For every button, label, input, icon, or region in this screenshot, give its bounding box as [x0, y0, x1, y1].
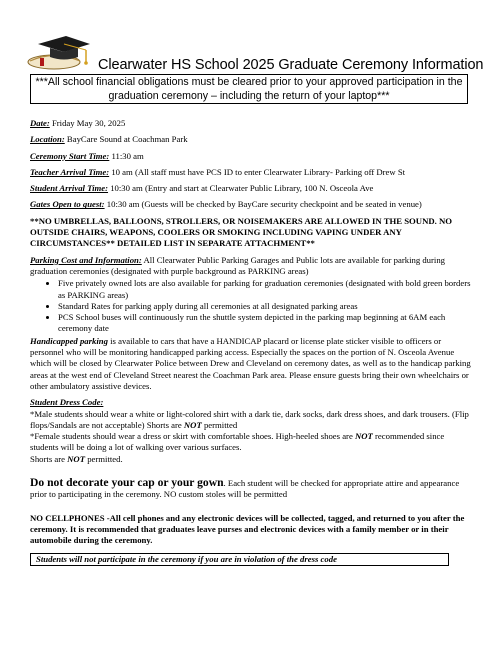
- female-dress-text: *Female students should wear a dress or skirt with comfortable shoes. High-heeled shoes are: [30, 431, 355, 442]
- location-value: BayCare Sound at Coachman Park: [64, 134, 188, 145]
- start-time-label: Ceremony Start Time:: [30, 150, 110, 161]
- cap-gown-text: . Each student will be checked for appropriate attire and appearance prior to participating in the ceremony. NO custom stoles will be permitted: [30, 478, 460, 500]
- cap-gown-rule: [30, 477, 472, 501]
- gates-label: Gates Open to guest:: [30, 199, 105, 210]
- handicapped-row: [30, 336, 472, 392]
- cap-gown-heading: Do not decorate your cap or your gown: [30, 476, 224, 490]
- male-dress-code: [30, 409, 472, 432]
- dress-code-label: Student Dress Code:: [30, 397, 104, 408]
- gates-value: 10:30 am (Guests will be checked by BayCare security checkpoint and be seated in venue): [104, 199, 422, 210]
- page-title: Clearwater HS School 2025 Graduate Ceremony Information: [98, 57, 484, 73]
- list-item: • Standard Rates for parking apply during all ceremonies at all designated parking areas: [58, 301, 472, 312]
- male-dress-text: *Male students should wear a white or light-colored shirt with a dark tie, dark socks, dark dress shoes, and dark trousers. (Flip flops/Sandals are not acceptable) Shorts are: [30, 408, 469, 430]
- parking-value: All Clearwater Public Parking Garages and Public lots are available for parking during graduation ceremonies (designated with purple background as PARKING areas): [30, 254, 446, 276]
- parking-label: Parking Cost and Information:: [30, 254, 142, 265]
- student-arrival-value: 10:30 am (Entry and start at Clearwater Public Library, 100 N. Osceola Ave: [108, 183, 374, 194]
- student-arrival-row: [30, 183, 472, 194]
- start-time-value: 11:30 am: [109, 150, 144, 161]
- shorts-rule: [30, 454, 472, 465]
- date-row: [30, 118, 472, 129]
- date-value: Friday May 30, 2025: [49, 118, 126, 128]
- dress-code-warning-box: Students will not participate in the ceremony if you are in violation of the dress code: [30, 553, 449, 566]
- prohibited-items-notice: **NO UMBRELLAS, BALLOONS, STROLLERS, OR NOISEMAKERS ARE ALLOWED IN THE SOUND. NO OUTSIDE CHAIRS, WEAPONS, COOLERS OR SMOKING INCLUDING VAPING UNDER ANY CIRCUMSTANCES** DETAILED LIST IN SEPARATE ATTACHMENT**: [30, 215, 452, 249]
- handicapped-value: is available to cars that have a HANDICAP placard or license plate sticker visible to officers or personnel who will be monitoring handicapped parking access. Especially the spaces on the portion of N. Osceola Avenue which will be closed by Clearwater Police between Drew and Cleveland on ceremony dates, as well as to the handicap parking areas at the west end of Cleveland Street nearest the Coachman Park area. Please ensure guests bring their own wheelchairs or other ambulatory assistive devices.: [30, 335, 471, 391]
- gates-row: [30, 199, 472, 210]
- not-emphasis: NOT: [183, 419, 202, 430]
- teacher-arrival-label: Teacher Arrival Time:: [30, 166, 110, 177]
- female-dress-text-cont: recommended since students will be doing a lot of walking over various surfaces.: [30, 431, 445, 453]
- permitted-text: permitted: [201, 419, 238, 430]
- teacher-arrival-value: 10 am (All staff must have PCS ID to enter Clearwater Library- Parking off Drew St: [109, 166, 406, 177]
- parking-row: [30, 255, 472, 278]
- not-emphasis: NOT: [354, 431, 373, 442]
- female-dress-code: [30, 431, 472, 454]
- list-item: • Five privately owned lots are also available for parking for graduation ceremonies (designated with bold green borders as PARKING areas): [58, 278, 472, 301]
- handicapped-label: Handicapped parking: [30, 335, 108, 346]
- list-item: • PCS School buses will continuously run the shuttle system depicted in the parking map beginning at 6AM each ceremony date: [58, 312, 472, 335]
- dress-code-label-row: [30, 397, 472, 408]
- location-row: [30, 134, 472, 145]
- not-emphasis: NOT: [67, 453, 86, 464]
- cellphones-notice: NO CELLPHONES -All cell phones and any electronic devices will be collected, tagged, and returned to you after the ceremony. It is recommended that graduates leave purses and electronic devices with a family member or in their automobile during the ceremony.: [30, 512, 465, 546]
- parking-list: [30, 278, 472, 334]
- location-label: Location:: [30, 134, 65, 145]
- graduation-cap-diploma-icon: [24, 28, 94, 74]
- start-time-row: [30, 151, 472, 162]
- student-arrival-label: Student Arrival Time:: [30, 183, 109, 194]
- shorts-text: Shorts are: [30, 453, 68, 464]
- permitted-text: permitted.: [85, 453, 123, 464]
- teacher-arrival-row: [30, 167, 472, 178]
- financial-notice-box: ***All school financial obligations must be cleared prior to your approved participation in the graduation ceremony – including the return of your laptop***: [30, 74, 468, 104]
- date-label: Date:: [30, 118, 50, 128]
